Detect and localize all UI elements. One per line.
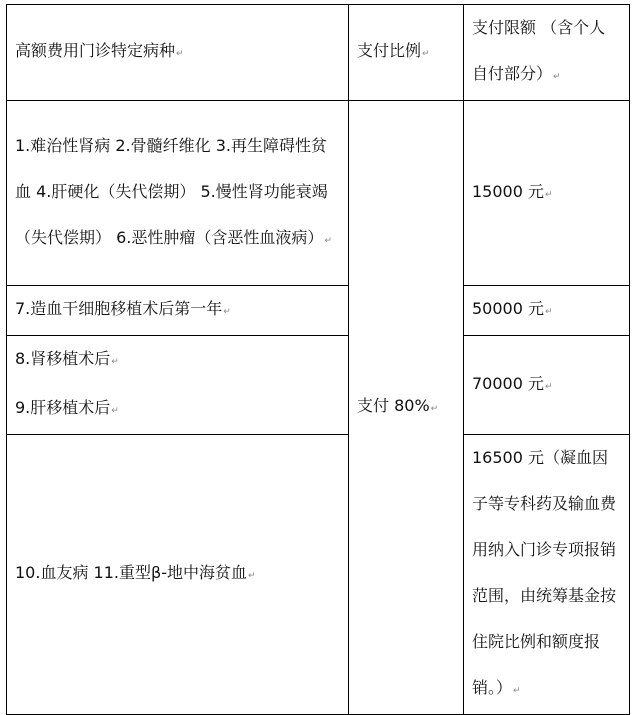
disease-text: 8.肾移植术后 <box>15 349 111 368</box>
paragraph-mark: ↵ <box>545 307 553 317</box>
limit-cell <box>464 101 630 286</box>
header-limit-label: 支付限额 （含个人自付部分） <box>472 18 606 83</box>
paragraph-mark: ↵ <box>223 307 231 317</box>
table-row <box>7 101 630 286</box>
paragraph-mark: ↵ <box>545 189 553 200</box>
disease-cell <box>7 435 349 715</box>
paragraph-mark: ↵ <box>513 686 521 696</box>
disease-cell <box>7 101 349 286</box>
disease-line <box>15 336 340 385</box>
limit-text: 15000 元 <box>472 181 544 201</box>
paragraph-mark: ↵ <box>553 72 561 82</box>
special-disease-table <box>6 4 630 715</box>
header-disease-label: 高额费用门诊特定病种 <box>15 41 176 60</box>
limit-text: 70000 元 <box>472 373 544 393</box>
header-ratio-cell <box>349 5 464 101</box>
disease-text: 7.造血干细胞移植术后第一年 <box>15 299 223 318</box>
table-row <box>7 336 630 435</box>
paragraph-mark: ↵ <box>430 404 439 414</box>
limit-cell <box>464 435 630 715</box>
disease-line <box>15 385 340 434</box>
limit-cell <box>464 336 630 435</box>
paragraph-mark: ↵ <box>545 381 553 392</box>
paragraph-mark: ↵ <box>176 49 184 59</box>
disease-text: 9.肝移植术后 <box>15 398 111 417</box>
header-disease-cell <box>7 5 349 101</box>
paragraph-mark: ↵ <box>422 49 430 59</box>
paragraph-mark: ↵ <box>111 406 119 416</box>
ratio-cell <box>349 101 464 715</box>
disease-text: 10.血友病 11.重型β-地中海贫血 <box>15 563 247 582</box>
header-limit-cell <box>464 5 630 101</box>
disease-cell <box>7 336 349 435</box>
paragraph-mark: ↵ <box>111 357 119 367</box>
ratio-text: 支付 80% <box>357 396 430 415</box>
paragraph-mark: ↵ <box>247 571 256 581</box>
limit-text: 16500 元（凝血因子等专科药及输血费用纳入门诊专项报销范围，由统筹基金按住院比例和额度报销。） <box>472 448 617 697</box>
paragraph-mark: ↵ <box>324 235 332 246</box>
header-ratio-label: 支付比例 <box>357 41 422 60</box>
table-row <box>7 286 630 336</box>
limit-text: 50000 元 <box>472 299 544 318</box>
table-header-row <box>7 5 630 101</box>
disease-text: 1.难治性肾病 2.骨髓纤维化 3.再生障碍性贫血 4.肝硬化（失代偿期） 5.慢性肾功能衰竭（失代偿期） 6.恶性肿瘤（含恶性血液病） <box>15 135 328 247</box>
disease-cell <box>7 286 349 336</box>
limit-cell <box>464 286 630 336</box>
table-row <box>7 435 630 715</box>
